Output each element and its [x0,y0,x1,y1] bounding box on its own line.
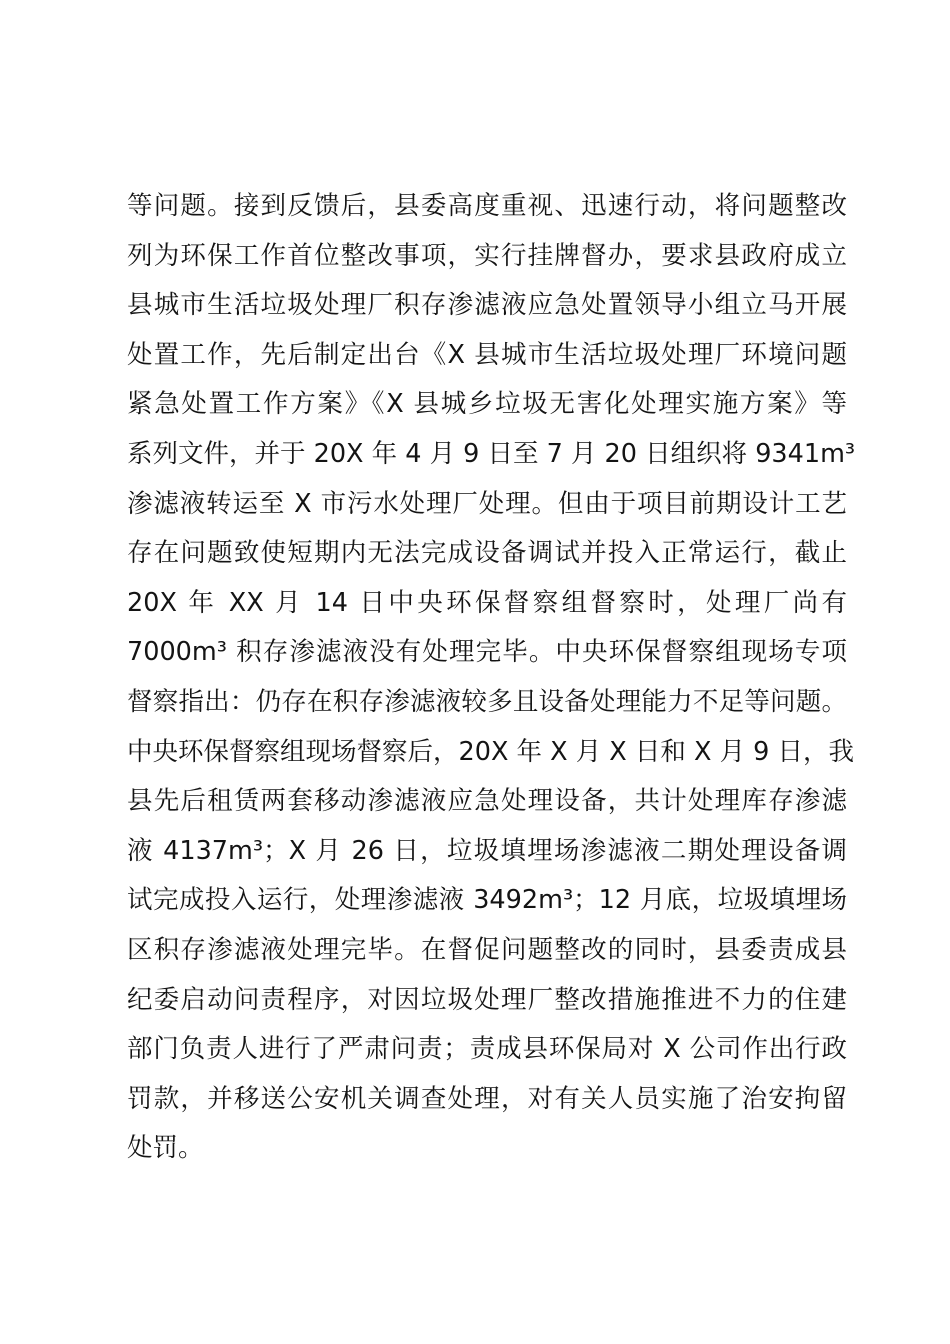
text-line: 罚款，并移送公安机关调查处理，对有关人员实施了治安拘留 [127,1083,847,1114]
text-line: 液 4137m³；X 月 26 日，垃圾填埋场渗滤液二期处理设备调 [127,835,847,866]
text-line: 部门负责人进行了严肃问责；责成县环保局对 X 公司作出行政 [127,1034,847,1065]
text-line: 处置工作，先后制定出台《X 县城市生活垃圾处理厂环境问题 [127,339,847,370]
text-line: 督察指出：仍存在积存渗滤液较多且设备处理能力不足等问题。 [127,686,847,717]
text-line: 处罚。 [127,1133,204,1164]
body-paragraph [127,182,856,1174]
text-line: 县先后租赁两套移动渗滤液应急处理设备，共计处理库存渗滤 [127,786,847,817]
text-line: 区积存渗滤液处理完毕。在督促问题整改的同时，县委责成县 [127,934,847,965]
text-line: 紧急处置工作方案》《X 县城乡垃圾无害化处理实施方案》等 [127,389,847,420]
text-line: 7000m³ 积存渗滤液没有处理完毕。中央环保督察组现场专项 [127,637,847,668]
text-line: 等问题。接到反馈后，县委高度重视、迅速行动，将问题整改 [127,191,847,221]
text-line: 20X 年 XX 月 14 日中央环保督察组督察时，处理厂尚有 [127,587,847,618]
text-line: 系列文件，并于 20X 年 4 月 9 日至 7 月 20 日组织将 9341m³ [127,438,856,469]
text-line: 中央环保督察组现场督察后，20X 年 X 月 X 日和 X 月 9 日，我 [127,736,855,767]
text-line: 列为环保工作首位整改事项，实行挂牌督办，要求县政府成立 [127,240,847,271]
text-line: 县城市生活垃圾处理厂积存渗滤液应急处置领导小组立马开展 [127,290,847,321]
text-line: 存在问题致使短期内无法完成设备调试并投入正常运行，截止 [127,538,847,569]
text-line: 渗滤液转运至 X 市污水处理厂处理。但由于项目前期设计工艺 [127,488,847,519]
text-line: 试完成投入运行，处理渗滤液 3492m³；12 月底，垃圾填埋场 [127,885,847,916]
text-line: 纪委启动问责程序，对因垃圾处理厂整改措施推进不力的住建 [127,984,847,1015]
